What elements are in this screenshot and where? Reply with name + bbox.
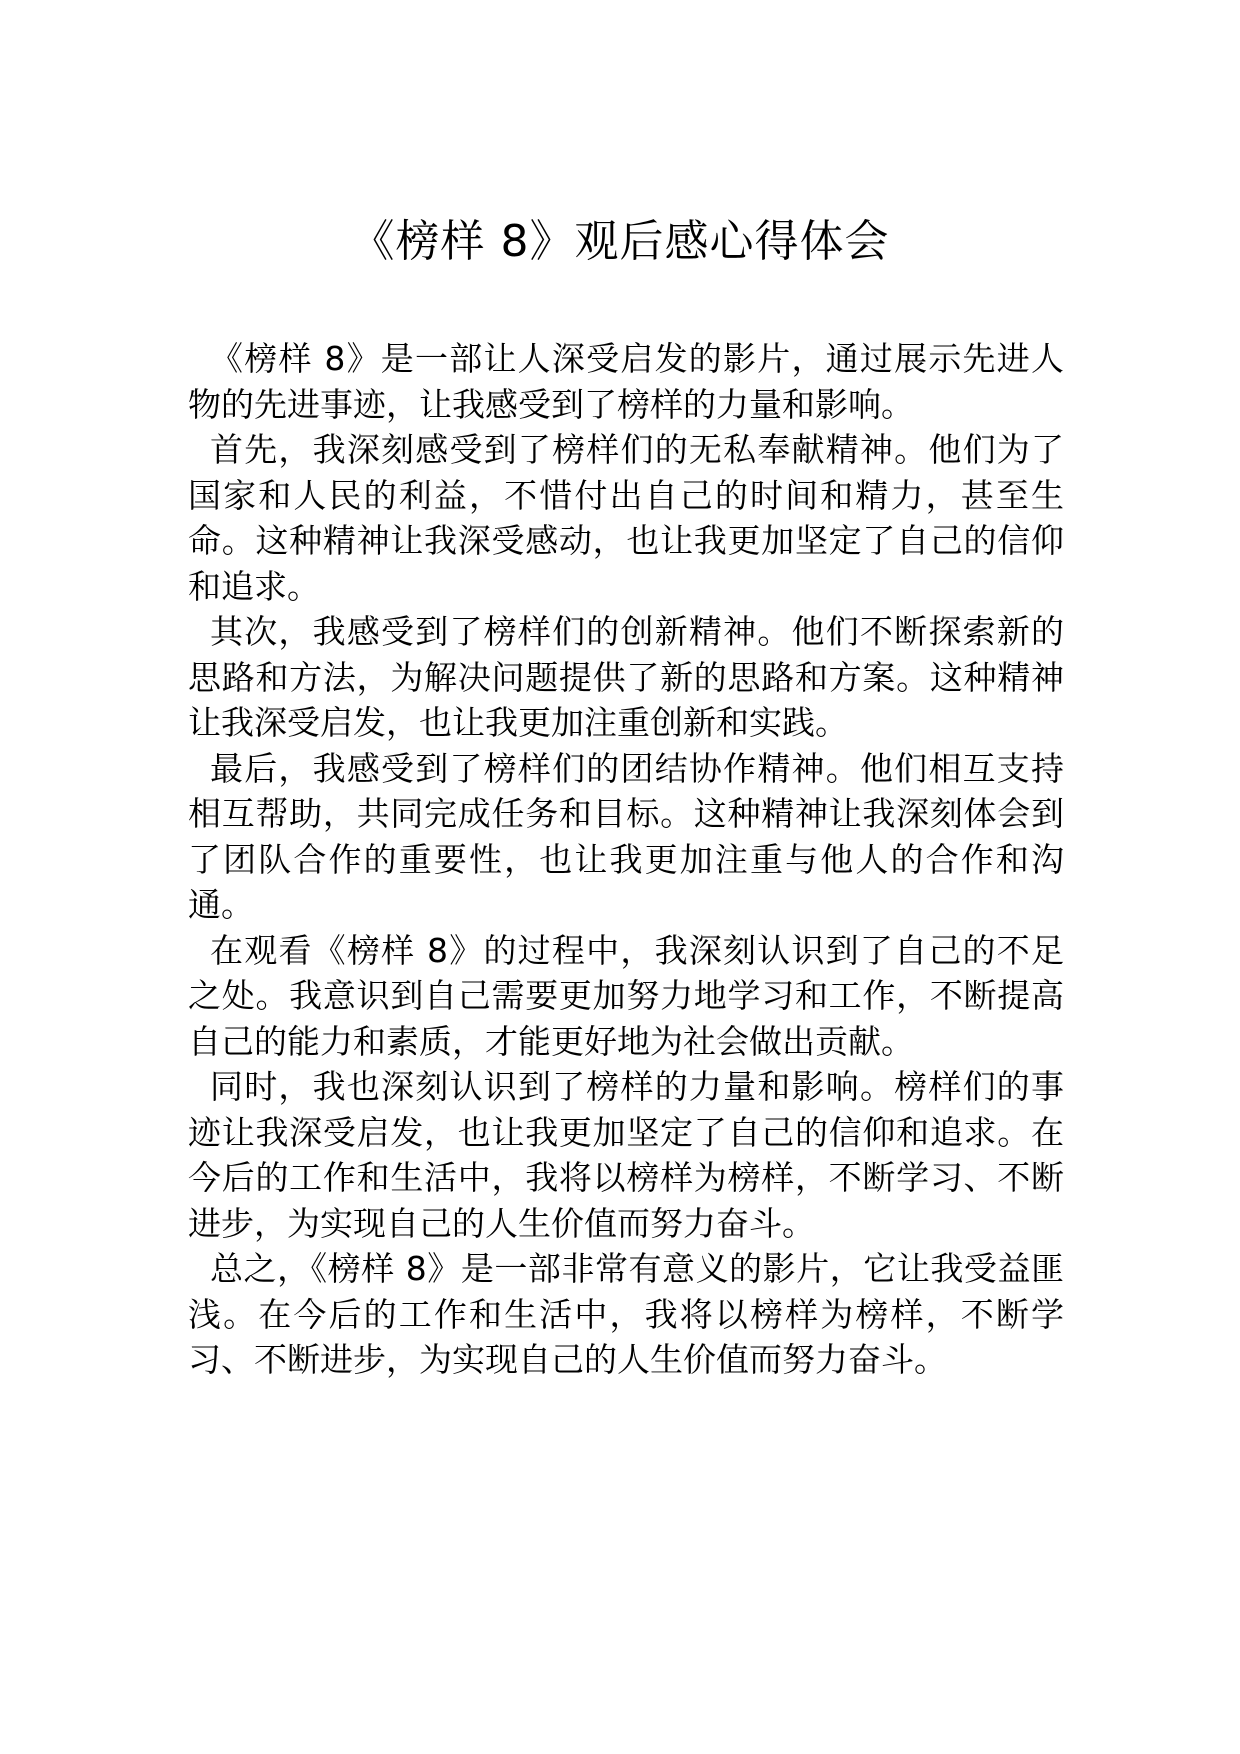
document-title: 《榜样 8》观后感心得体会: [350, 216, 890, 267]
paragraph-conclusion: 总之，《榜样 8》是一部非常有意义的影片，它让我受益匪浅。在今后的工作和生活中，我将以榜样为榜样，不断学习、不断进步，为实现自己的人生价值而努力奋斗。: [188, 1249, 1064, 1379]
paragraph-first: 首先，我深刻感受到了榜样们的无私奉献精神。他们为了国家和人民的利益，不惜付出自己的时间和精力，甚至生命。这种精神让我深受感动，也让我更加坚定了自己的信仰和追求。: [188, 430, 1064, 606]
paragraph-reflection: 在观看《榜样 8》的过程中，我深刻认识到了自己的不足之处。我意识到自己需要更加努力地学习和工作，不断提高自己的能力和素质，才能更好地为社会做出贡献。: [188, 930, 1064, 1061]
paragraph-second: 其次，我感受到了榜样们的创新精神。他们不断探索新的思路和方法，为解决问题提供了新的思路和方案。这种精神让我深受启发，也让我更加注重创新和实践。: [188, 612, 1064, 742]
document-body: [188, 336, 1064, 1383]
paragraph-last: 最后，我感受到了榜样们的团结协作精神。他们相互支持相互帮助，共同完成任务和目标。这种精神让我深刻体会到了团队合作的重要性，也让我更加注重与他人的合作和沟通。: [188, 748, 1064, 924]
paragraph-meanwhile: 同时，我也深刻认识到了榜样的力量和影响。榜样们的事迹让我深受启发，也让我更加坚定了自己的信仰和追求。在今后的工作和生活中，我将以榜样为榜样，不断学习、不断进步，为实现自己的人生价值而努力奋斗。: [188, 1067, 1064, 1243]
paragraph-intro: 《榜样 8》是一部让人深受启发的影片，通过展示先进人物的先进事迹，让我感受到了榜样的力量和影响。: [188, 339, 1064, 424]
